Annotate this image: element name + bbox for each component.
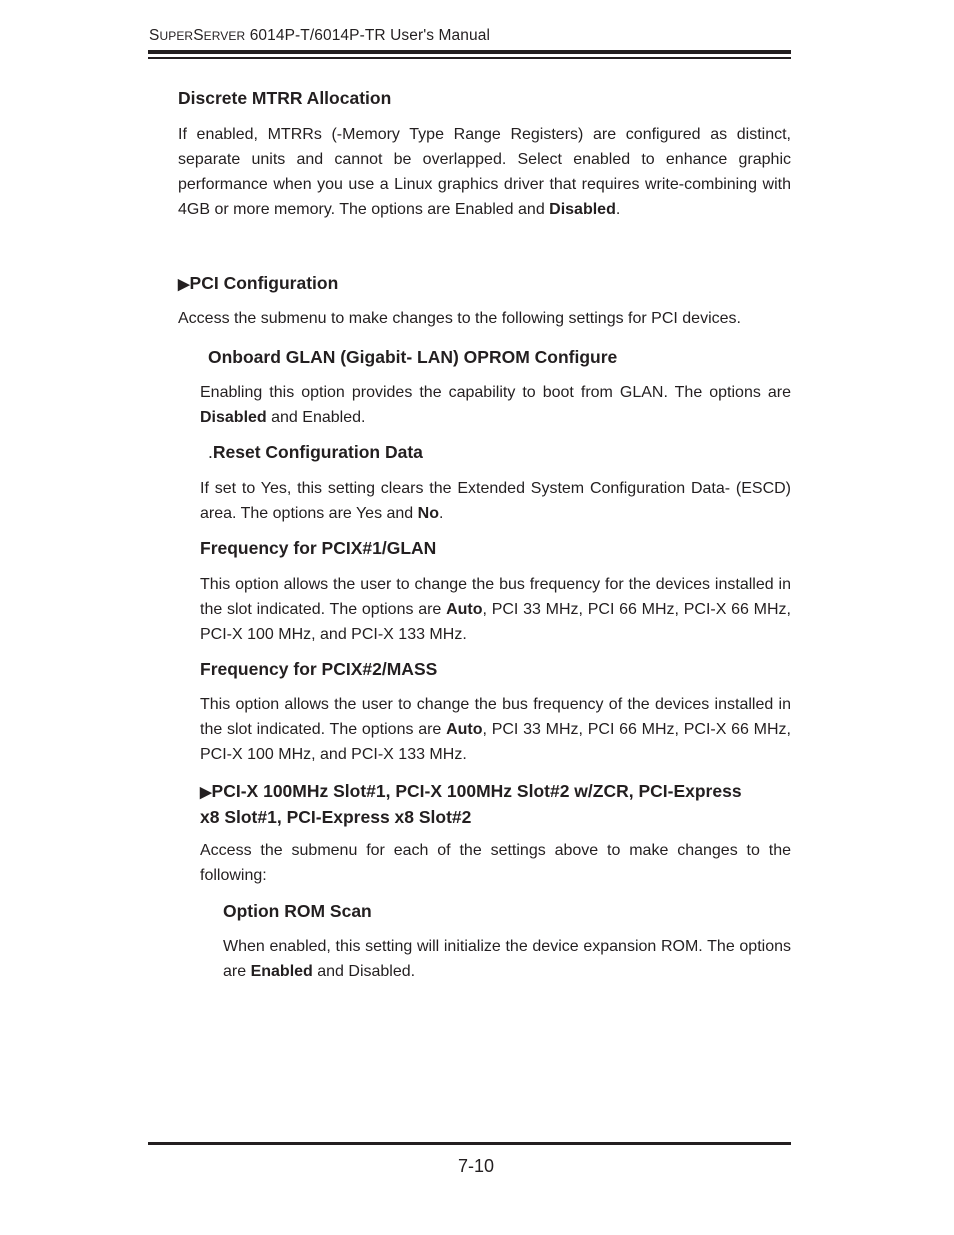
header-initial: S [149,27,160,44]
header-rule-thick [148,50,791,54]
section-heading-reset [208,442,423,463]
body-text: If enabled, MTRRs (-Memory Type Range Registers) are configured as distinct, separate units and cannot be overlapped. Select enabled to enhance graphic performance when you use a Linux graphics driver that requires write-combining with 4GB or more memory. The options are Enabled and [178,126,791,218]
page-number-text: 7-10 [457,1156,495,1176]
heading-text-line1: PCI-X 100MHz Slot#1, PCI-X 100MHz Slot#2 w/ZCR, PCI-Express [211,781,742,801]
section-heading-slots [200,779,791,830]
section-body-mtrr [178,122,791,222]
submenu-arrow-icon: ▶ [178,276,190,293]
body-text: , PCI 33 MHz, PCI 66 MHz, PCI-X 66 MHz, PCI-X 100 MHz, and PCI-X 133 MHz. [200,601,792,643]
section-heading-mtrr: Discrete MTRR Allocation [178,88,392,108]
section-heading-rom: Option ROM Scan [223,901,372,921]
default-option: Auto [446,721,483,738]
body-text: , PCI 33 MHz, PCI 66 MHz, PCI-X 66 MHz, PCI-X 100 MHz, and PCI-X 133 MHz. [200,721,792,763]
section-body-pci: Access the submenu to make changes to the following settings for PCI devices. [178,310,741,327]
section-body-glan [200,380,791,430]
footer-rule [148,1142,791,1145]
submenu-arrow-icon: ▶ [200,784,212,801]
body-text: If set to Yes, this setting clears the Extended System Configuration Data- (ESCD) area. The options are Yes and [200,480,791,522]
heading-text: PCI Configuration [189,273,339,293]
body-text: When enabled, this setting will initialize the device expansion ROM. The options are [223,938,791,980]
section-body-reset [200,476,791,526]
section-body-freq1 [200,572,791,647]
heading-prefix: . [208,442,213,462]
section-heading-pci [178,273,338,294]
body-text: Enabling this option provides the capability to boot from GLAN. The options are [200,384,791,401]
section-body-freq2 [200,692,791,767]
section-heading-freq1: Frequency for PCIX#1/GLAN [200,538,437,558]
body-text: and Disabled. [312,963,416,980]
section-heading-freq2: Frequency for PCIX#2/MASS [200,659,438,679]
heading-text: Reset Configuration Data [212,442,423,462]
header-smallcaps: UPER [159,29,194,43]
heading-text-line2: x8 Slot#1, PCI-Express x8 Slot#2 [200,807,472,827]
body-text: . [615,201,621,218]
body-text: This option allows the user to change the bus frequency of the devices installed in the slot indicated. The options are [200,696,791,738]
header-rule-thin [148,57,791,59]
default-option: Disabled [200,409,267,426]
header-title: 6014P-T/6014P-TR User's Manual [245,27,490,44]
default-option: Auto [446,601,483,618]
section-body-rom [223,934,791,984]
header-smallcaps: ERVER [203,29,246,43]
default-option: Disabled [549,201,616,218]
section-body-slots: Access the submenu for each of the settings above to make changes to the following: [200,842,791,884]
default-option: Enabled [250,963,313,980]
running-header [149,27,490,45]
body-text: and Enabled. [266,409,366,426]
body-text: This option allows the user to change the bus frequency for the devices installed in the slot indicated. The options are [200,576,791,618]
page-number [0,1156,954,1177]
body-text: . [438,505,444,522]
header-initial: S [193,27,204,44]
default-option: No [417,505,439,522]
section-heading-glan: Onboard GLAN (Gigabit- LAN) OPROM Configure [208,347,618,367]
